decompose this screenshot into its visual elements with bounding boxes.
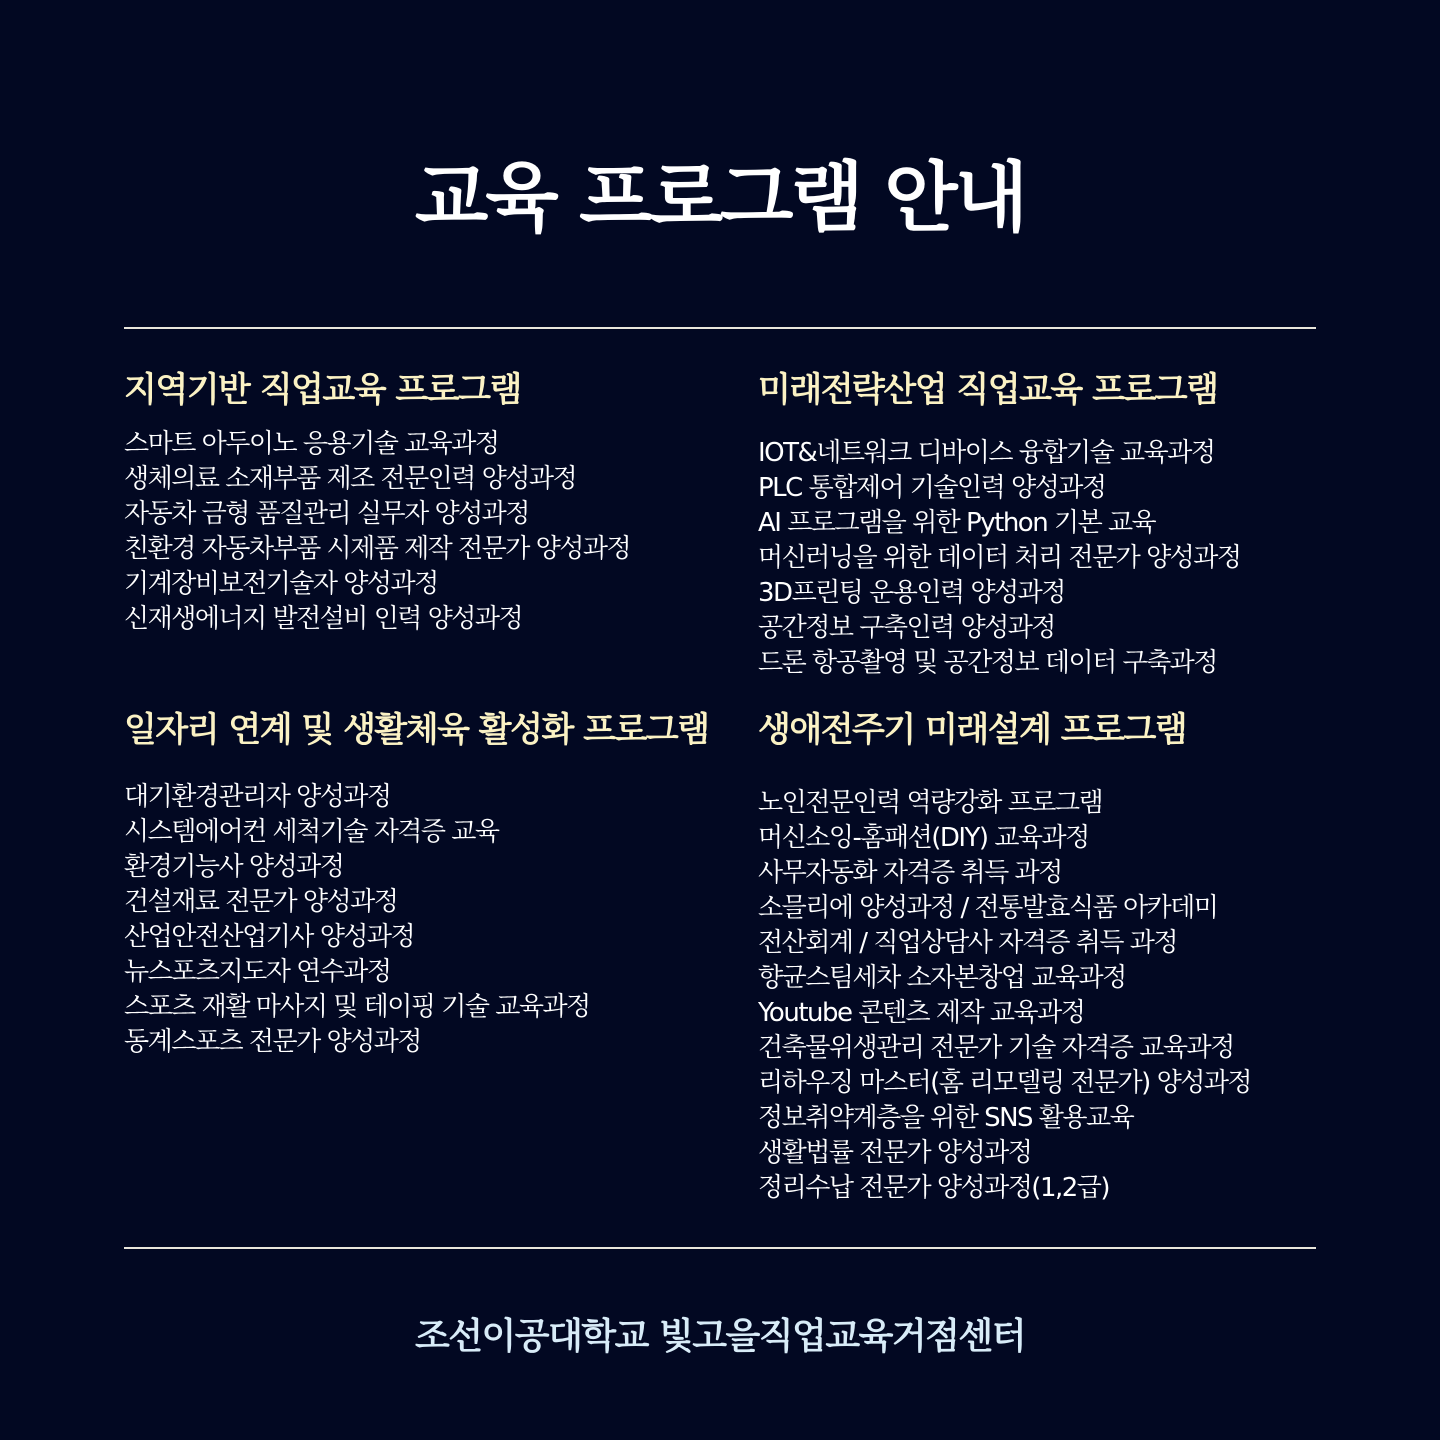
list-item: 정보취약계층을 위한 SNS 활용교육 xyxy=(758,1103,1134,1133)
list-item: 기계장비보전기술자 양성과정 xyxy=(124,569,438,599)
list-item: 뉴스포츠지도자 연수과정 xyxy=(124,957,391,987)
section-jobs-sports xyxy=(124,708,709,1060)
list-item: Youtube 콘텐츠 제작 교육과정 xyxy=(758,998,1085,1028)
list-item: 생체의료 소재부품 제조 전문인력 양성과정 xyxy=(124,464,577,494)
section-heading: 생애전주기 미래설계 프로그램 xyxy=(758,710,1187,750)
list-item: 산업안전산업기사 양성과정 xyxy=(124,922,415,952)
list-item: 드론 항공촬영 및 공간정보 데이터 구축과정 xyxy=(758,648,1217,678)
list-item: 스마트 아두이노 응용기술 교육과정 xyxy=(124,429,499,459)
list-item: 친환경 자동차부품 시제품 제작 전문가 양성과정 xyxy=(124,534,631,564)
list-item: 생활법률 전문가 양성과정 xyxy=(758,1138,1032,1168)
section-lifecycle-design xyxy=(758,708,1251,1206)
section-heading: 지역기반 직업교육 프로그램 xyxy=(124,370,521,410)
section-heading: 미래전략산업 직업교육 프로그램 xyxy=(758,370,1218,410)
list-item: 공간정보 구축인력 양성과정 xyxy=(758,613,1055,643)
list-item: 전산회계 / 직업상담사 자격증 취득 과정 xyxy=(758,928,1177,958)
list-item: 환경기능사 양성과정 xyxy=(124,852,344,882)
list-item: 건축물위생관리 전문가 기술 자격증 교육과정 xyxy=(758,1033,1234,1063)
bottom-divider xyxy=(124,1247,1316,1249)
list-item: 머신러닝을 위한 데이터 처리 전문가 양성과정 xyxy=(758,543,1241,573)
list-item: 노인전문인력 역량강화 프로그램 xyxy=(758,788,1103,818)
list-item: 소믈리에 양성과정 / 전통발효식품 아카데미 xyxy=(758,893,1218,923)
list-item: IOT&네트워크 디바이스 융합기술 교육과정 xyxy=(758,438,1215,468)
list-item: 정리수납 전문가 양성과정(1,2급) xyxy=(758,1173,1110,1203)
section-future-strategy xyxy=(758,368,1241,681)
top-divider xyxy=(124,327,1316,329)
section-heading: 일자리 연계 및 생활체육 활성화 프로그램 xyxy=(124,710,709,750)
list-item: 머신소잉-홈패션(DIY) 교육과정 xyxy=(758,823,1089,853)
footer-organization: 조선이공대학교 빛고을직업교육거점센터 xyxy=(414,1316,1025,1357)
program-list xyxy=(758,786,1251,1206)
list-item: 스포츠 재활 마사지 및 테이핑 기술 교육과정 xyxy=(124,992,590,1022)
list-item: 동계스포츠 전문가 양성과정 xyxy=(124,1027,421,1057)
list-item: 자동차 금형 품질관리 실무자 양성과정 xyxy=(124,499,529,529)
list-item: 리하우징 마스터(홈 리모델링 전문가) 양성과정 xyxy=(758,1068,1252,1098)
program-list xyxy=(124,427,630,637)
list-item: 사무자동화 자격증 취득 과정 xyxy=(758,858,1062,888)
list-item: 건설재료 전문가 양성과정 xyxy=(124,887,398,917)
list-item: PLC 통합제어 기술인력 양성과정 xyxy=(758,473,1106,503)
list-item: 신재생에너지 발전설비 인력 양성과정 xyxy=(124,604,523,634)
list-item: 향균스팀세차 소자본창업 교육과정 xyxy=(758,963,1126,993)
list-item: AI 프로그램을 위한 Python 기본 교육 xyxy=(758,508,1156,538)
section-regional-vocational xyxy=(124,368,630,637)
list-item: 3D프린팅 운용인력 양성과정 xyxy=(758,578,1065,608)
program-list xyxy=(758,436,1241,681)
list-item: 시스템에어컨 세척기술 자격증 교육 xyxy=(124,817,499,847)
program-list xyxy=(124,780,709,1060)
page-title: 교육 프로그램 안내 xyxy=(414,153,1026,242)
list-item: 대기환경관리자 양성과정 xyxy=(124,782,391,812)
